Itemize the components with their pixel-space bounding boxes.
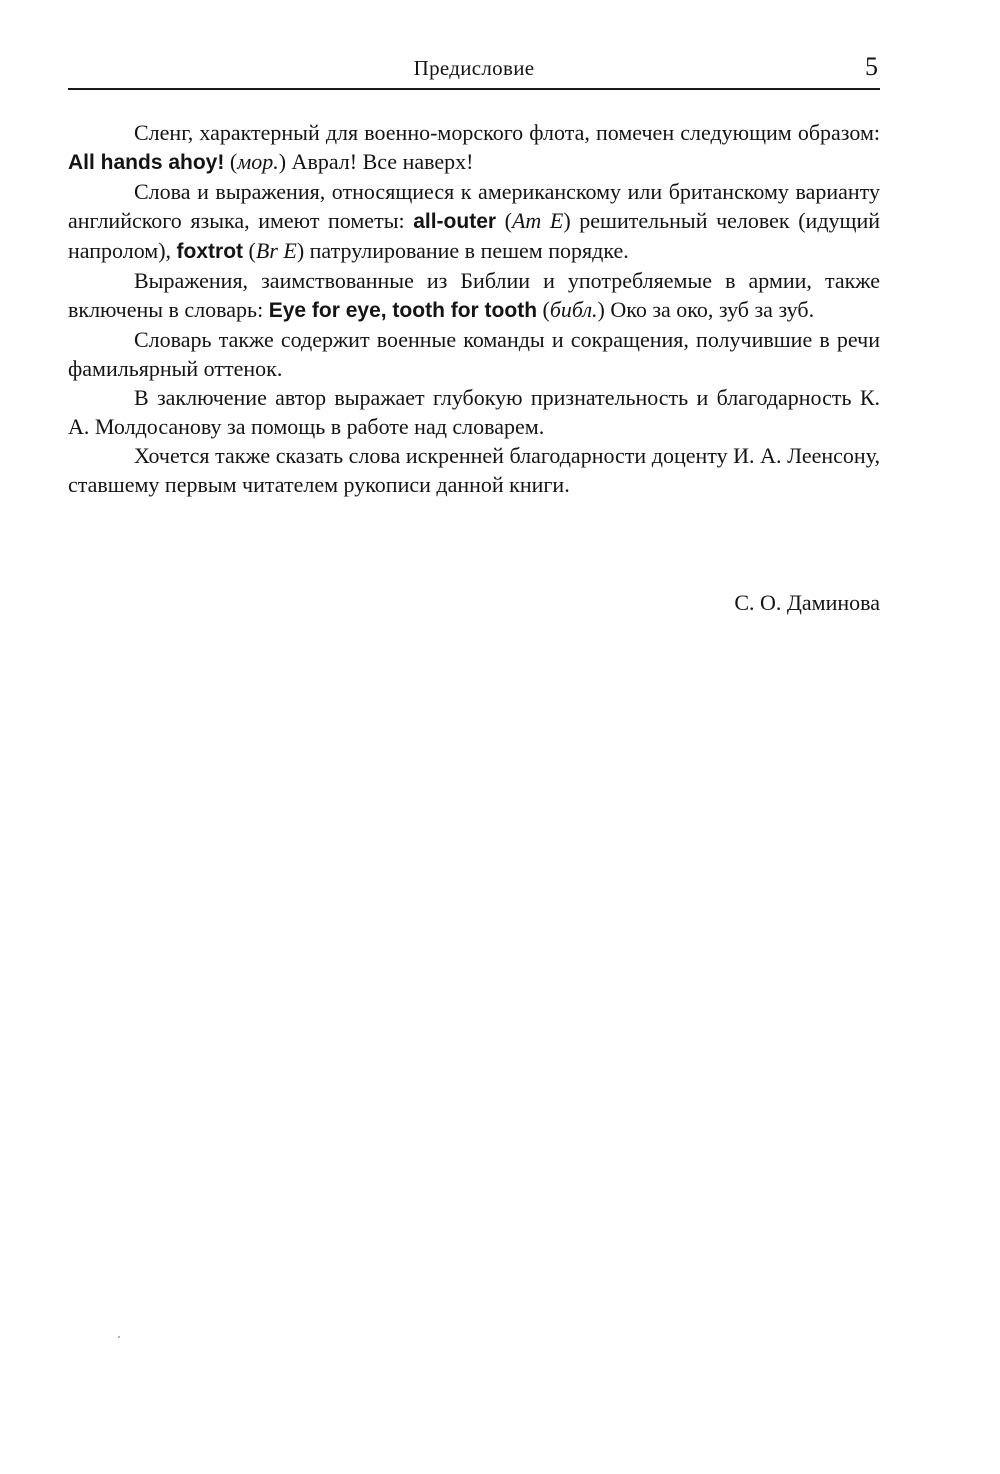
paragraph-acknowledgement: В заключение автор выражает глубокую признательность и благодарность К. А. Молдосанову за помощь в работе над словарем. bbox=[68, 385, 880, 439]
example-term: Eye for eye, tooth for tooth bbox=[268, 299, 538, 322]
usage-label: мор. bbox=[237, 149, 279, 174]
paragraph-navy-slang: Сленг, характерный для военно-морского флота, помечен следующим образом: All hands ahoy! (мор.) Аврал! Все наверх! bbox=[68, 120, 880, 174]
running-title: Предисловие bbox=[413, 56, 535, 80]
paragraph-thanks: Хочется также сказать слова искренней благодарности доценту И. А. Леенсону, ставшему первым читателем рукописи данной книги. bbox=[68, 443, 880, 497]
usage-label: Br E bbox=[255, 238, 297, 263]
running-header bbox=[68, 52, 880, 90]
usage-label: Am E bbox=[511, 208, 564, 233]
body-text bbox=[68, 118, 880, 499]
usage-label: библ. bbox=[549, 297, 598, 322]
paragraph-bible-expressions: Выражения, заимствованные из Библии и употребляемые в армии, также включены в словарь: Eye for eye, tooth for tooth (библ.) Око за око, зуб за зуб. bbox=[68, 268, 880, 322]
example-term: All hands ahoy! bbox=[68, 151, 225, 174]
author-signature: С. О. Даминова bbox=[734, 590, 880, 615]
scan-speck bbox=[118, 1336, 120, 1338]
example-term: foxtrot bbox=[176, 240, 244, 263]
paragraph-military-commands: Словарь также содержит военные команды и сокращения, получившие в речи фамильярный оттенок. bbox=[68, 327, 880, 381]
paragraph-am-br-variants: Слова и выражения, относящиеся к американскому или британскому варианту английского языка, имеют пометы: all-outer (Am E) решительный человек (идущий напролом), foxtrot (Br E) патрулирование в пешем порядке. bbox=[68, 179, 881, 263]
example-term: all-outer bbox=[413, 210, 497, 233]
page-number: 5 bbox=[865, 52, 878, 81]
